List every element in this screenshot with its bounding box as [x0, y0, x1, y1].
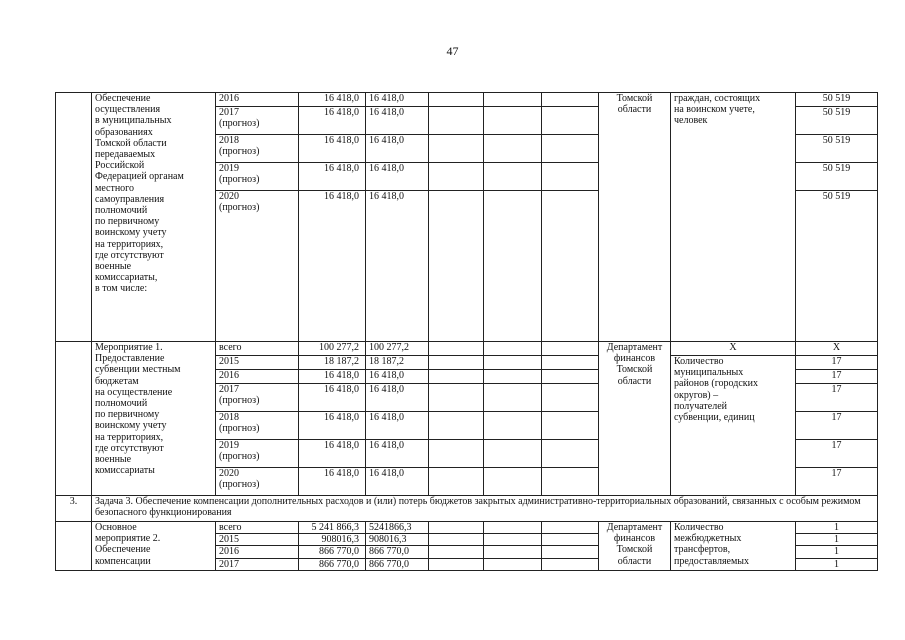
- year-cell: всего: [216, 342, 299, 356]
- empty-cell: [484, 468, 542, 496]
- empty-cell: [429, 558, 484, 570]
- year-cell: 2015: [216, 534, 299, 546]
- year-cell: 2016: [216, 546, 299, 558]
- indicator-name-cell-line: Количество: [674, 356, 724, 367]
- indicator-value-cell: 17: [796, 384, 878, 412]
- empty-cell: [429, 534, 484, 546]
- table-body: [56, 93, 878, 571]
- empty-cell: [429, 440, 484, 468]
- amount-cell: 16 418,0: [299, 412, 366, 440]
- empty-cell: [429, 384, 484, 412]
- indicator-value-cell: 1: [796, 534, 878, 546]
- measure-name-cell-line: воинскому учету: [95, 227, 167, 239]
- empty-cell: [429, 191, 484, 342]
- amount-cell: 18 187,2: [366, 356, 429, 370]
- year-cell-line: 2018: [219, 412, 239, 423]
- measure-name-cell: [92, 342, 216, 496]
- measure-name-cell-line: передаваемых: [95, 149, 156, 161]
- year-cell: всего: [216, 522, 299, 534]
- empty-cell: [542, 412, 599, 440]
- indicator-value-cell: 50 519: [796, 93, 878, 107]
- measure-name-cell-line: на территориях,: [95, 238, 164, 250]
- executor-cell-line: Департамент: [606, 342, 663, 353]
- indicator-name-cell-line: районов (городских: [674, 378, 758, 390]
- measure-name-cell-line: по первичному: [95, 216, 160, 228]
- empty-cell: [429, 163, 484, 191]
- indicator-value-cell: 1: [796, 522, 878, 534]
- year-cell-line: 2020: [219, 468, 239, 479]
- table-row: [56, 93, 878, 107]
- empty-cell: [429, 93, 484, 107]
- empty-cell: [542, 534, 599, 546]
- empty-cell: [542, 356, 599, 370]
- year-cell-line: (прогноз): [219, 118, 260, 130]
- amount-cell: 100 277,2: [299, 342, 366, 356]
- indicator-value-cell: 50 519: [796, 163, 878, 191]
- measure-name-cell-line: Предоставление: [95, 353, 165, 365]
- empty-cell: [542, 558, 599, 570]
- task-row: [56, 496, 878, 522]
- indicator-name-cell-line: межбюджетных: [674, 533, 742, 545]
- year-cell: [216, 384, 299, 412]
- empty-cell: [429, 412, 484, 440]
- measure-name-cell-line: Российской: [95, 160, 145, 172]
- indicator-name-cell: [671, 522, 796, 571]
- indicator-value-cell: 17: [796, 468, 878, 496]
- year-cell: [216, 163, 299, 191]
- indicator-value-cell: 50 519: [796, 191, 878, 342]
- empty-cell: [542, 342, 599, 356]
- measure-name-cell-line: самоуправления: [95, 193, 165, 205]
- empty-cell: [542, 440, 599, 468]
- amount-cell: 16 418,0: [366, 412, 429, 440]
- amount-cell: 18 187,2: [299, 356, 366, 370]
- indicator-value-cell: 50 519: [796, 135, 878, 163]
- empty-cell: [484, 522, 542, 534]
- task-title-cell: Задача 3. Обеспечение компенсации дополнительных расходов и (или) потерь бюджетов закрытых административно-территориальных образований, связанных с особым режимом безопасного функционирования: [92, 496, 878, 522]
- indicator-name-cell-line: округов) –: [674, 389, 719, 401]
- year-cell-line: 2019: [219, 440, 239, 451]
- year-cell-line: 2018: [219, 135, 239, 146]
- amount-cell: 16 418,0: [299, 370, 366, 384]
- executor-cell-line: Томской: [616, 364, 653, 376]
- year-cell: [216, 440, 299, 468]
- measure-name-cell-line: в том числе:: [95, 283, 148, 295]
- year-cell-line: (прогноз): [219, 174, 260, 186]
- measure-name-cell-line: компенсации: [95, 555, 151, 567]
- year-cell-line: (прогноз): [219, 146, 260, 158]
- amount-cell: 16 418,0: [299, 107, 366, 135]
- empty-cell: [484, 370, 542, 384]
- empty-cell: [542, 546, 599, 558]
- amount-cell: 16 418,0: [299, 384, 366, 412]
- measure-name-cell-line: бюджетам: [95, 375, 139, 387]
- indicator-value-cell: 17: [796, 356, 878, 370]
- measure-name-cell-line: Обеспечение: [95, 93, 151, 104]
- executor-cell: [599, 342, 671, 496]
- task-number-cell: 3.: [56, 496, 92, 522]
- amount-cell: 908016,3: [299, 534, 366, 546]
- year-cell: [216, 412, 299, 440]
- row-number-cell: [56, 342, 92, 496]
- amount-cell: 866 770,0: [366, 546, 429, 558]
- measure-name-cell-line: где отсутствуют: [95, 442, 164, 454]
- amount-cell: 866 770,0: [366, 558, 429, 570]
- empty-cell: [429, 107, 484, 135]
- empty-cell: [484, 546, 542, 558]
- table-row: [56, 522, 878, 534]
- empty-cell: [484, 135, 542, 163]
- empty-cell: [542, 522, 599, 534]
- measure-name-cell-line: осуществления: [95, 104, 161, 116]
- measure-name-cell: [92, 522, 216, 571]
- measure-name-cell-line: комиссариаты,: [95, 272, 158, 284]
- year-cell: [216, 468, 299, 496]
- measure-name-cell-line: образованиях: [95, 126, 153, 138]
- executor-cell-line: области: [617, 375, 652, 387]
- amount-cell: 866 770,0: [299, 558, 366, 570]
- measure-name-cell-line: на территориях,: [95, 431, 164, 443]
- measure-name-cell-line: полномочий: [95, 205, 148, 217]
- empty-cell: [484, 342, 542, 356]
- empty-cell: [542, 93, 599, 107]
- year-cell: [216, 191, 299, 342]
- year-cell: [216, 135, 299, 163]
- measure-name-cell-line: полномочий: [95, 398, 148, 410]
- empty-cell: [429, 370, 484, 384]
- empty-cell: [484, 356, 542, 370]
- year-cell: 2017: [216, 558, 299, 570]
- amount-cell: 16 418,0: [366, 93, 429, 107]
- year-cell: 2016: [216, 93, 299, 107]
- empty-cell: [484, 191, 542, 342]
- amount-cell: 100 277,2: [366, 342, 429, 356]
- amount-cell: 16 418,0: [366, 440, 429, 468]
- indicator-name-cell-line: муниципальных: [674, 367, 744, 379]
- executor-cell: Томской области: [599, 93, 671, 342]
- year-cell-line: (прогноз): [219, 423, 260, 435]
- measure-name-cell-line: Мероприятие 1.: [95, 342, 163, 353]
- empty-cell: [484, 107, 542, 135]
- executor-cell: [599, 522, 671, 571]
- empty-cell: [429, 356, 484, 370]
- empty-cell: [542, 135, 599, 163]
- amount-cell: 16 418,0: [366, 163, 429, 191]
- measure-name-cell-line: местного: [95, 182, 135, 194]
- executor-cell-line: Томской: [616, 544, 653, 556]
- amount-cell: 16 418,0: [366, 384, 429, 412]
- measure-name-cell-line: в муниципальных: [95, 115, 172, 127]
- empty-cell: [542, 384, 599, 412]
- year-cell: [216, 107, 299, 135]
- empty-cell: [484, 558, 542, 570]
- empty-cell: [542, 107, 599, 135]
- year-cell-line: 2017: [219, 384, 239, 395]
- executor-cell-line: финансов: [613, 533, 656, 545]
- measure-name-cell-line: военные: [95, 454, 132, 466]
- measure-name-cell-line: на осуществление: [95, 386, 173, 398]
- empty-cell: [542, 468, 599, 496]
- amount-cell: 16 418,0: [299, 135, 366, 163]
- executor-cell-line: Департамент: [606, 522, 663, 533]
- empty-cell: [429, 342, 484, 356]
- year-cell-line: 2017: [219, 107, 239, 118]
- empty-cell: [484, 412, 542, 440]
- indicator-name-cell: [671, 356, 796, 496]
- row-number-cell: [56, 93, 92, 342]
- year-cell-line: (прогноз): [219, 395, 260, 407]
- measure-name-cell-line: Томской области: [95, 137, 167, 149]
- measure-name-cell-line: субвенции местным: [95, 364, 181, 376]
- program-table: [55, 92, 878, 571]
- indicator-name-cell-line: субвенции, единиц: [674, 412, 755, 424]
- page-number: 47: [446, 44, 459, 58]
- indicator-name-cell: X: [671, 342, 796, 356]
- measure-name-cell-line: Федерацией органам: [95, 171, 184, 183]
- empty-cell: [542, 370, 599, 384]
- amount-cell: 16 418,0: [366, 468, 429, 496]
- row-number-cell: [56, 522, 92, 571]
- amount-cell: 16 418,0: [299, 440, 366, 468]
- indicator-value-cell: 1: [796, 558, 878, 570]
- indicator-name-cell-line: Количество: [674, 522, 724, 533]
- table-row: [56, 342, 878, 356]
- year-cell-line: 2020: [219, 191, 239, 202]
- indicator-value-cell: X: [796, 342, 878, 356]
- amount-cell: 866 770,0: [299, 546, 366, 558]
- indicator-value-cell: 50 519: [796, 107, 878, 135]
- empty-cell: [484, 93, 542, 107]
- amount-cell: 16 418,0: [366, 370, 429, 384]
- amount-cell: 16 418,0: [366, 191, 429, 342]
- indicator-name-cell: [671, 93, 796, 342]
- amount-cell: 5241866,3: [366, 522, 429, 534]
- indicator-name-cell-line: граждан, состоящих: [674, 93, 761, 104]
- empty-cell: [542, 163, 599, 191]
- measure-name-cell-line: Обеспечение: [95, 544, 151, 556]
- empty-cell: [484, 163, 542, 191]
- indicator-value-cell: 17: [796, 370, 878, 384]
- empty-cell: [429, 135, 484, 163]
- executor-cell-line: финансов: [613, 353, 656, 365]
- amount-cell: 16 418,0: [366, 135, 429, 163]
- indicator-value-cell: 1: [796, 546, 878, 558]
- indicator-name-cell-line: получателей: [674, 400, 728, 412]
- year-cell-line: 2019: [219, 163, 239, 174]
- measure-name-cell-line: по первичному: [95, 409, 160, 421]
- empty-cell: [429, 522, 484, 534]
- indicator-name-cell-line: на воинском учете,: [674, 104, 755, 116]
- year-cell-line: (прогноз): [219, 479, 260, 491]
- empty-cell: [542, 191, 599, 342]
- measure-name-cell: [92, 93, 216, 342]
- indicator-value-cell: 17: [796, 412, 878, 440]
- empty-cell: [484, 440, 542, 468]
- empty-cell: [429, 546, 484, 558]
- amount-cell: 16 418,0: [299, 163, 366, 191]
- year-cell: 2015: [216, 356, 299, 370]
- indicator-name-cell-line: трансфертов,: [674, 544, 731, 556]
- measure-name-cell-line: Основное: [95, 522, 137, 533]
- measure-name-cell-line: комиссариаты: [95, 465, 155, 477]
- amount-cell: 5 241 866,3: [299, 522, 366, 534]
- amount-cell: 16 418,0: [299, 468, 366, 496]
- measure-name-cell-line: военные: [95, 261, 132, 273]
- indicator-name-cell-line: предоставляемых: [674, 555, 750, 567]
- empty-cell: [484, 534, 542, 546]
- year-cell: 2016: [216, 370, 299, 384]
- amount-cell: 16 418,0: [299, 93, 366, 107]
- measure-name-cell-line: воинскому учету: [95, 420, 167, 432]
- amount-cell: 16 418,0: [366, 107, 429, 135]
- indicator-value-cell: 17: [796, 440, 878, 468]
- amount-cell: 908016,3: [366, 534, 429, 546]
- measure-name-cell-line: мероприятие 2.: [95, 533, 161, 545]
- measure-name-cell-line: где отсутствуют: [95, 249, 164, 261]
- amount-cell: 16 418,0: [299, 191, 366, 342]
- year-cell-line: (прогноз): [219, 202, 260, 214]
- empty-cell: [484, 384, 542, 412]
- empty-cell: [429, 468, 484, 496]
- year-cell-line: (прогноз): [219, 451, 260, 463]
- executor-cell-line: области: [617, 555, 652, 567]
- indicator-name-cell-line: человек: [674, 115, 708, 127]
